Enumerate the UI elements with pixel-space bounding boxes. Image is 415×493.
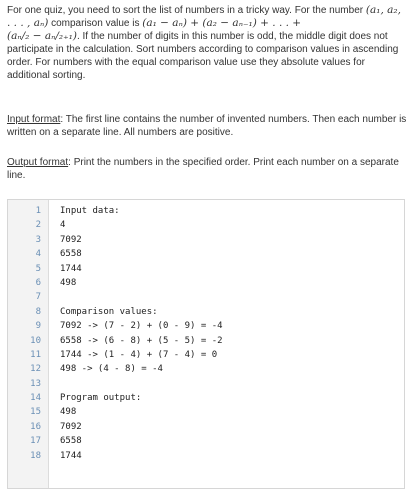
- line-number: 13: [30, 378, 41, 389]
- code-text: 1744: [60, 263, 82, 274]
- code-line: [8, 276, 404, 290]
- line-number: 9: [35, 321, 41, 332]
- input-format-section: [7, 113, 407, 139]
- line-number: 6: [35, 277, 41, 288]
- code-line: [8, 233, 404, 247]
- code-text: 6558 -> (6 - 8) + (5 - 5) = -2: [60, 335, 223, 346]
- code-text: 498: [60, 407, 77, 418]
- example-code-block[interactable]: [7, 199, 405, 489]
- comparison-formula-tail: (aₙ/₂ − aₙ/₂₊₁): [7, 30, 77, 42]
- code-line: [8, 420, 404, 434]
- code-text: 498 -> (4 - 8) = -4: [60, 364, 163, 375]
- code-text: 498: [60, 277, 77, 288]
- line-number: 14: [30, 393, 41, 404]
- comparison-formula: (a₁ − aₙ) + (a₂ − aₙ₋₁) + . . . +: [142, 17, 302, 29]
- line-number: 12: [30, 364, 41, 375]
- line-number: 8: [35, 306, 41, 317]
- line-number: 1: [35, 206, 41, 216]
- line-number: 10: [30, 335, 41, 346]
- line-number: 17: [30, 436, 41, 447]
- code-text: 1744: [60, 450, 82, 461]
- line-number: 4: [35, 249, 41, 260]
- code-line: [8, 334, 404, 348]
- line-number: 3: [35, 234, 41, 245]
- output-format-section: [7, 156, 407, 182]
- sequence-notation: (a₁, a₂, . . . , aₙ): [7, 4, 401, 29]
- code-line: [8, 290, 404, 304]
- code-text: Program output:: [60, 393, 142, 404]
- code-line: [8, 218, 404, 232]
- line-number: 5: [35, 263, 41, 274]
- statement-rules: . If the number of digits in this number is odd, the middle digit does not participate in the calculation. Sort numbers according to comparison values in ascending order. For numbers with the equal comparison value use they absolute values for additional sorting.: [7, 31, 399, 81]
- code-line: [8, 362, 404, 376]
- code-line: [8, 434, 404, 448]
- code-line: [8, 262, 404, 276]
- code-line: [8, 405, 404, 419]
- statement-intro: For one quiz, you need to sort the list of numbers in a tricky way. For the number: [7, 5, 366, 16]
- code-line: [8, 449, 404, 463]
- line-number: 2: [35, 220, 41, 231]
- input-format-text: : The first line contains the number of invented numbers. Then each number is written on a separate line. All numbers are positive.: [7, 114, 407, 138]
- code-text: 7092: [60, 421, 82, 432]
- line-number: 18: [30, 450, 41, 461]
- line-number: 11: [30, 349, 41, 360]
- code-text: 6558: [60, 436, 82, 447]
- line-number: 15: [30, 407, 41, 418]
- statement-comparison-text: comparison value is: [48, 18, 143, 29]
- code-text: 4: [60, 220, 66, 231]
- problem-statement: [7, 4, 407, 82]
- line-number: 16: [30, 421, 41, 432]
- code-line: [8, 204, 404, 218]
- code-line: [8, 377, 404, 391]
- code-line: [8, 305, 404, 319]
- input-format-label: Input format: [7, 114, 61, 125]
- code-text: 1744 -> (1 - 4) + (7 - 4) = 0: [60, 349, 218, 360]
- output-format-text: : Print the numbers in the specified order. Print each number on a separate line.: [7, 157, 399, 181]
- code-line: [8, 348, 404, 362]
- code-text: Input data:: [60, 206, 120, 216]
- code-text: 7092: [60, 234, 82, 245]
- output-format-label: Output format: [7, 157, 69, 168]
- code-text: 6558: [60, 249, 82, 260]
- code-line: [8, 247, 404, 261]
- line-number: 7: [35, 292, 41, 303]
- code-line: [8, 319, 404, 333]
- code-text: Comparison values:: [60, 306, 158, 317]
- code-line: [8, 391, 404, 405]
- code-text: 7092 -> (7 - 2) + (0 - 9) = -4: [60, 321, 223, 332]
- code-lines: [8, 204, 404, 463]
